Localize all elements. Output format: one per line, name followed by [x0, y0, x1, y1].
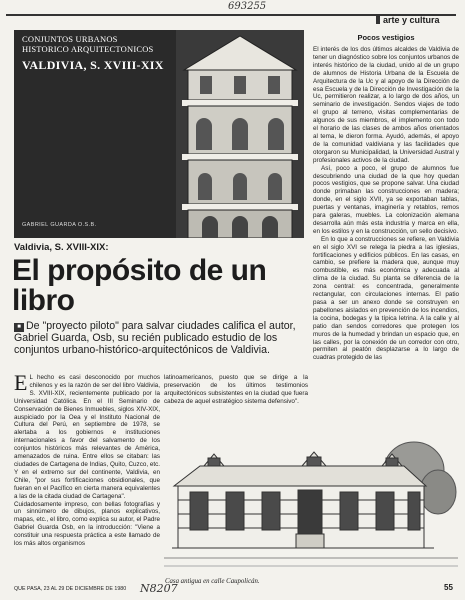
section-tag — [376, 15, 440, 25]
illustration-caption: Casa antigua en calle Caupolicán. — [165, 578, 260, 585]
article-dropcap: E — [14, 370, 28, 395]
lead-marker-icon: ■ — [14, 323, 24, 332]
page-footer: QUE PASA, 23 AL 29 DE DICIEMBRE DE 1980 — [14, 586, 127, 592]
house-illustration — [164, 430, 458, 578]
article-headline: El propósito de un libro — [12, 254, 267, 317]
section-tag-marker — [376, 16, 380, 24]
article-kicker: Valdivia, S. XVIII-XIX: — [14, 242, 109, 253]
article-body-column-1 — [14, 370, 160, 548]
cover-line-2: HISTORICO ARQUITECTONICOS — [22, 44, 154, 54]
article-lead — [14, 320, 308, 356]
section-label: arte y cultura — [383, 15, 440, 25]
article-lead-text: De "proyecto piloto" para salvar ciudades califica el autor, Gabriel Guarda, Osb, su recién publicado estudio de los conjuntos urbano-histórico-arquitectónicos de Valdivia. — [14, 320, 296, 356]
handwritten-bottom-number: N8207 — [140, 582, 178, 595]
handwritten-top-number: 693255 — [228, 1, 267, 12]
book-cover-text — [22, 34, 172, 73]
sidebar-paragraph-1: El interés de los dos últimos alcaldes de Valdivia de tener un diagnóstico sobre los conjuntos urbanos de interés histórico de la ciudad, unido al de un grupo de alumnos de Historia Urbana de la Escuela de Arquitectura de la Uc y al apoyo de la Dirección de esa Escuela y de la Dirección de Investigación de la Uc, permitieron realizar, a lo largo de dos años, un seminario de investigación. Sendos viajes de todo el grupo al terreno, visitas complementarias de algunos de sus miembros, el implemento con todo el horario de las clases de ambos años orientados al tema, le dieron forma. Ayudó, además, el apoyo de la comunidad valdiviana y las facilidades que otorgaron su Municipalidad, la Universidad Austral y profesionales activos de la ciudad. — [313, 46, 459, 164]
cover-building-drawing — [176, 30, 304, 238]
sidebar-paragraph-2: Así, poco a poco, el grupo de alumnos fue descubriendo una ciudad de la que hoy quedan pocos vestigios, que se propone salvar. Una ciudad donde primaban las construcciones en madera; donde, en el siglo XVII, ya se exportaban tablas, puertas y ventanas, imaginería y retablos, remos para galeras, muebles. La colonización alemana desarrolla aún más esta industria y marca en ella, en los estilos y en la construcción, un sello decisivo. — [313, 164, 459, 235]
sidebar-box — [313, 33, 459, 362]
article-col1-text: L hecho es casi desconocido por muchos chilenos y es la razón de ser del libro Valdivia, S. XVIII-XIX, recientemente publicado por la Universidad Católica. En el III Seminario de Conservación de Bienes Inmuebles, siglos XIV-XIX, auspiciado por la Oea y el Instituto Nacional de Cultura del Perú, en septiembre de 1978, se alertaba a los gobiernos e instituciones internacionales a favor del salvamento de los conjuntos históricos más relevantes de América, amenazados de ruina. Entre ellos se citaban: las ciudades de Cartagena de Indias, Quito, Cuzco, etc. Y en el extremo sur del continente, Valdivia, en Chile, "por sus fortificaciones obsidionales, que fueran en el Pacífico en cierta manera equivalentes a las de la citada ciudad de Cartagena". Cuidadosamente impreso, con bellas fotografías y un sinnúmero de dibujos, planos explicativos, mapas, etc., el libro, como explica su autor, el Padre Gabriel Guarda Osb, en la introducción: "Viene a constituir una respuesta práctica a este llamado de los más altos organismos — [14, 374, 160, 548]
article-body-column-2: latinoamericanos, puesto que se dirige a la preservación de los últimos testimonios arquitectónicos subsistentes en la ciudad que fuera cabeza de aquel estratégico sistema defensivo". — [164, 374, 308, 405]
sidebar-paragraph-3: En lo que a construcciones se refiere, en Valdivia en el siglo XVI se relega la piedra a las iglesias, fortificaciones y edificios públicos. En las casas, en cambio, se prefiere la madera que, aunque muy combustible, es más económica y adecuada al clima de la ciudad. Su planta se diferencia de la zona central: es concentrada, generalmente rectangular, con circulaciones internas. El patio pasa a ser un anexo donde se construyen en pabellones aislados en prevención de los incendios, la cocina, bodegas y la típica letrina. A la calle y al patio dan sendos corredores que protegen los muros de la humedad y brindan un espacio que, en las calles, por la conexión de un corredor con otro, permiten al peatón desplazarse a lo largo de cuadras protegido de las — [313, 235, 459, 362]
page-number: 55 — [444, 583, 453, 592]
sidebar-title: Pocos vestigios — [357, 33, 415, 42]
cover-title: VALDIVIA, S. XVIII-XIX — [22, 58, 164, 72]
cover-line-1: CONJUNTOS URBANOS — [22, 34, 118, 44]
cover-credit: GABRIEL GUARDA O.S.B. — [22, 222, 97, 228]
